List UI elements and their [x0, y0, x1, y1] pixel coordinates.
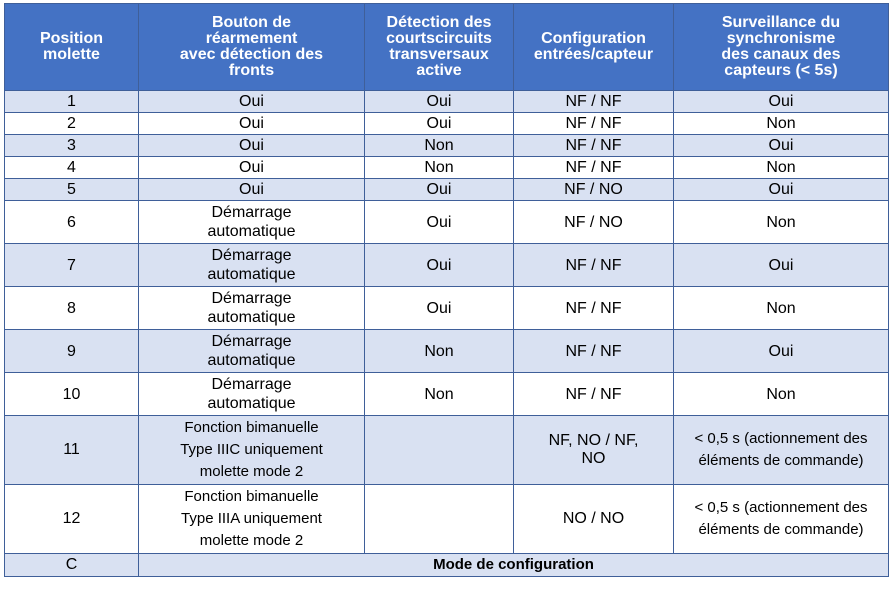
configuration-table-container [4, 3, 888, 577]
cell-detection: Oui [365, 179, 514, 201]
cell-position: 12 [5, 485, 139, 554]
cell-position: 7 [5, 244, 139, 287]
cell-configuration: NF / NF [514, 373, 674, 416]
header-bouton-rearmement: Bouton de réarmement avec détection des fronts [139, 4, 365, 91]
cell-bouton: Oui [139, 91, 365, 113]
table-row [5, 373, 889, 416]
cell-detection [365, 416, 514, 485]
cell-position: 9 [5, 330, 139, 373]
cell-configuration: NF / NF [514, 157, 674, 179]
cell-configuration: NF / NF [514, 113, 674, 135]
cell-detection: Oui [365, 244, 514, 287]
cell-bouton: Oui [139, 179, 365, 201]
cell-bouton: Oui [139, 135, 365, 157]
cell-position: 11 [5, 416, 139, 485]
cell-surveillance: < 0,5 s (actionnement des éléments de commande) [674, 416, 889, 485]
cell-surveillance: Oui [674, 135, 889, 157]
cell-detection: Oui [365, 113, 514, 135]
cell-surveillance: Non [674, 157, 889, 179]
cell-detection: Non [365, 373, 514, 416]
table-row [5, 287, 889, 330]
table-row [5, 330, 889, 373]
cell-bouton: Démarrage automatique [139, 244, 365, 287]
cell-position: 10 [5, 373, 139, 416]
cell-configuration: NF / NO [514, 201, 674, 244]
cell-bouton: Fonction bimanuelle Type IIIA uniquement molette mode 2 [139, 485, 365, 554]
cell-surveillance: < 0,5 s (actionnement des éléments de commande) [674, 485, 889, 554]
cell-bouton: Démarrage automatique [139, 287, 365, 330]
cell-surveillance: Non [674, 287, 889, 330]
cell-configuration: NF / NF [514, 330, 674, 373]
header-surveillance-synchronisme: Surveillance du synchronisme des canaux des capteurs (< 5s) [674, 4, 889, 91]
cell-position: 1 [5, 91, 139, 113]
cell-detection: Oui [365, 287, 514, 330]
table-row [5, 157, 889, 179]
cell-position: 2 [5, 113, 139, 135]
cell-position: 5 [5, 179, 139, 201]
cell-bouton: Fonction bimanuelle Type IIIC uniquement molette mode 2 [139, 416, 365, 485]
table-row [5, 113, 889, 135]
table-row [5, 416, 889, 485]
cell-configuration: NF / NF [514, 287, 674, 330]
cell-configuration: NF / NF [514, 244, 674, 287]
cell-detection: Oui [365, 201, 514, 244]
cell-bouton: Oui [139, 157, 365, 179]
cell-position: C [5, 554, 139, 577]
cell-bouton: Démarrage automatique [139, 201, 365, 244]
cell-surveillance: Non [674, 201, 889, 244]
cell-surveillance: Non [674, 373, 889, 416]
cell-configuration: NO / NO [514, 485, 674, 554]
table-row [5, 244, 889, 287]
cell-bouton: Démarrage automatique [139, 373, 365, 416]
cell-detection: Non [365, 330, 514, 373]
cell-position: 4 [5, 157, 139, 179]
cell-detection: Oui [365, 91, 514, 113]
header-detection-courtscircuits: Détection des courtscircuits transversaux active [365, 4, 514, 91]
table-row [5, 485, 889, 554]
cell-configuration: NF / NO [514, 179, 674, 201]
table-row [5, 179, 889, 201]
table-row [5, 554, 889, 577]
cell-position: 6 [5, 201, 139, 244]
cell-bouton: Démarrage automatique [139, 330, 365, 373]
cell-surveillance: Oui [674, 179, 889, 201]
cell-surveillance: Non [674, 113, 889, 135]
configuration-table [4, 3, 889, 577]
cell-configuration: NF / NF [514, 91, 674, 113]
cell-mode-configuration: Mode de configuration [139, 554, 889, 577]
cell-surveillance: Oui [674, 330, 889, 373]
cell-configuration: NF, NO / NF, NO [514, 416, 674, 485]
cell-configuration: NF / NF [514, 135, 674, 157]
cell-position: 3 [5, 135, 139, 157]
cell-detection: Non [365, 157, 514, 179]
cell-surveillance: Oui [674, 91, 889, 113]
table-header-row [5, 4, 889, 91]
cell-detection [365, 485, 514, 554]
cell-position: 8 [5, 287, 139, 330]
cell-detection: Non [365, 135, 514, 157]
cell-bouton: Oui [139, 113, 365, 135]
header-configuration-entrees: Configuration entrées/capteur [514, 4, 674, 91]
table-row [5, 201, 889, 244]
table-row [5, 91, 889, 113]
table-row [5, 135, 889, 157]
header-position-molette: Position molette [5, 4, 139, 91]
cell-surveillance: Oui [674, 244, 889, 287]
